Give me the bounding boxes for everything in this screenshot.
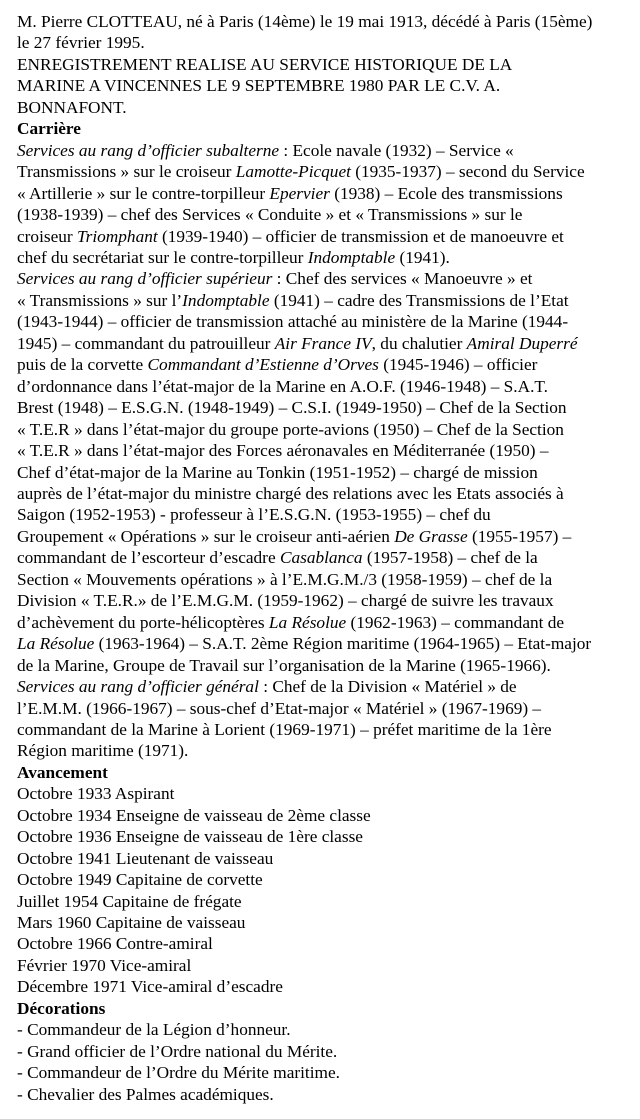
text-segment: Décembre 1971 Vice-amiral d’escadre [17,977,283,997]
text-line [17,783,634,804]
text-segment: (1963-1964) – S.A.T. 2ème Région maritime (1964-1965) – Etat-major [94,634,592,654]
text-segment: (1943-1944) – officier de transmission attaché au ministère de la Marine (1944- [17,312,569,332]
text-segment: Octobre 1933 Aspirant [17,784,175,804]
text-segment: (1939-1940) – officier de transmission et de manoeuvre et [157,226,564,246]
text-line [17,955,634,976]
text-line [17,526,634,547]
text-line [17,590,634,611]
text-segment: BONNAFONT. [17,97,127,117]
text-line [17,311,634,332]
text-line [17,1062,634,1083]
emphasized-text: La Résolue [17,634,95,654]
text-line [17,676,634,697]
text-line [17,290,634,311]
text-segment: - Grand officier de l’Ordre national du Mérite. [17,1041,338,1061]
emphasized-text: Air France IV [274,333,372,353]
text-segment: Région maritime (1971). [17,741,189,761]
text-segment: « Artillerie » sur le contre-torpilleur [17,183,270,203]
text-line [17,97,634,118]
text-segment: chef du secrétariat sur le contre-torpilleur [17,247,308,267]
text-line [17,75,634,96]
text-line [17,740,634,761]
text-segment: (1957-1958) – chef de la [362,548,538,568]
text-segment: (1941) – cadre des Transmissions de l’Etat [269,290,569,310]
text-segment: « T.E.R » dans l’état-major des Forces aéronavales en Méditerranée (1950) – [17,441,549,461]
text-line [17,612,634,633]
text-segment: d’ordonnance dans l’état-major de la Marine en A.O.F. (1946-1948) – S.A.T. [17,376,548,396]
emphasized-text: Commandant d’Estienne d’Orves [147,355,379,375]
text-line [17,698,634,719]
text-line [17,633,634,654]
text-segment: « Transmissions » sur l’ [17,290,183,310]
emphasized-text: De Grasse [394,526,468,546]
text-line [17,848,634,869]
emphasized-text: Lamotte-Picquet [235,162,351,182]
text-segment: Février 1970 Vice-amiral [17,955,192,975]
emphasized-text: La Résolue [268,612,347,632]
emphasized-text: Triomphant [76,226,158,246]
text-segment: Juillet 1954 Capitaine de frégate [17,891,242,911]
emphasized-text: Services au rang d’officier subalterne [17,140,280,160]
text-segment: (1938-1939) – chef des Services « Conduite » et « Transmissions » sur le [17,205,523,225]
text-line [17,354,634,375]
text-segment: Octobre 1934 Enseigne de vaisseau de 2ème classe [17,805,371,825]
text-line [17,140,634,161]
text-segment: d’achèvement du porte-hélicoptères [17,612,269,632]
text-segment: (1941). [395,247,450,267]
text-line [17,32,634,53]
heading-decorations: Décorations [17,998,106,1018]
text-segment: le 27 février 1995. [17,33,145,53]
text-segment: Section « Mouvements opérations » à l’E.M.G.M./3 (1958-1959) – chef de la [17,569,553,589]
text-segment: M. Pierre CLOTTEAU, né à Paris (14ème) le 19 mai 1913, décédé à Paris (15ème) [17,12,593,31]
heading-avancement: Avancement [17,762,108,782]
text-segment: - Commandeur de la Légion d’honneur. [17,1020,291,1040]
text-segment: : Chef des services « Manoeuvre » et [272,269,533,289]
text-segment: Division « T.E.R.» de l’E.M.G.M. (1959-1962) – chargé de suivre les travaux [17,591,554,611]
emphasized-text: Services au rang d’officier supérieur [17,269,273,289]
emphasized-text: Indomptable [182,290,270,310]
text-segment: commandant de l’escorteur d’escadre [17,548,280,568]
text-segment: l’E.M.M. (1966-1967) – sous-chef d’Etat-major « Matériel » (1967-1969) – [17,698,542,718]
text-line [17,204,634,225]
text-line [17,912,634,933]
text-segment: Brest (1948) – E.S.G.N. (1948-1949) – C.S.I. (1949-1950) – Chef de la Section [17,398,567,418]
text-line [17,933,634,954]
text-line [17,826,634,847]
text-segment: croiseur [17,226,77,246]
text-line [17,569,634,590]
emphasized-text: Casablanca [279,548,363,568]
text-segment: puis de la corvette [17,355,148,375]
text-line [17,547,634,568]
text-line [17,419,634,440]
emphasized-text: Amiral Duperré [466,333,578,353]
text-segment: ENREGISTREMENT REALISE AU SERVICE HISTORIQUE DE LA [17,54,513,74]
text-segment: : Chef de la Division « Matériel » de [258,677,517,697]
text-line [17,483,634,504]
text-line [17,397,634,418]
text-segment: MARINE A VINCENNES LE 9 SEPTEMBRE 1980 PAR LE C.V. A. [17,76,501,96]
text-line [17,161,634,182]
text-line [17,805,634,826]
text-segment: Octobre 1966 Contre-amiral [17,934,213,954]
text-line [17,462,634,483]
text-line [17,504,634,525]
emphasized-text: Epervier [269,183,330,203]
text-segment: : Ecole navale (1932) – Service « [279,140,514,160]
text-line [17,247,634,268]
text-segment: Chef d’état-major de la Marine au Tonkin (1951-1952) – chargé de mission [17,462,538,482]
emphasized-text: Indomptable [307,247,396,267]
text-segment: (1935-1937) – second du Service [350,162,585,182]
text-line [17,54,634,75]
text-segment: , du chalutier [371,333,467,353]
heading-carriere: Carrière [17,119,81,139]
text-segment: 1945) – commandant du patrouilleur [17,333,275,353]
text-segment: Saigon (1952-1953) - professeur à l’E.S.G.N. (1953-1955) – chef du [17,505,491,525]
text-line [17,1084,634,1105]
text-segment: - Commandeur de l’Ordre du Mérite maritime. [17,1063,340,1083]
text-line [17,891,634,912]
text-line [17,655,634,676]
text-line [17,11,634,32]
text-line [17,333,634,354]
text-line [17,869,634,890]
emphasized-text: Services au rang d’officier général [17,677,259,697]
text-line [17,719,634,740]
text-line [17,1041,634,1062]
text-segment: de la Marine, Groupe de Travail sur l’organisation de la Marine (1965-1966). [17,655,551,675]
text-segment: - Chevalier des Palmes académiques. [17,1084,274,1104]
text-segment: (1955-1957) – [467,526,572,546]
text-line [17,440,634,461]
text-segment: « T.E.R » dans l’état-major du groupe porte-avions (1950) – Chef de la Section [17,419,564,439]
text-line [17,183,634,204]
text-segment: (1945-1946) – officier [378,355,538,375]
text-segment: Mars 1960 Capitaine de vaisseau [17,913,246,933]
text-line [17,976,634,997]
text-segment: Transmissions » sur le croiseur [17,162,236,182]
text-segment: Groupement « Opérations » sur le croiseur anti-aérien [17,526,395,546]
text-segment: Octobre 1941 Lieutenant de vaisseau [17,848,274,868]
text-segment: auprès de l’état-major du ministre chargé des relations avec les Etats associés à [17,483,564,503]
text-segment: (1962-1963) – commandant de [346,612,565,632]
text-line [17,268,634,289]
text-segment: Octobre 1936 Enseigne de vaisseau de 1ère classe [17,827,363,847]
text-line [17,376,634,397]
text-segment: commandant de la Marine à Lorient (1969-1971) – préfet maritime de la 1ère [17,719,552,739]
text-segment: Octobre 1949 Capitaine de corvette [17,870,263,890]
text-line [17,226,634,247]
text-segment: (1938) – Ecole des transmissions [329,183,563,203]
text-line [17,1019,634,1040]
